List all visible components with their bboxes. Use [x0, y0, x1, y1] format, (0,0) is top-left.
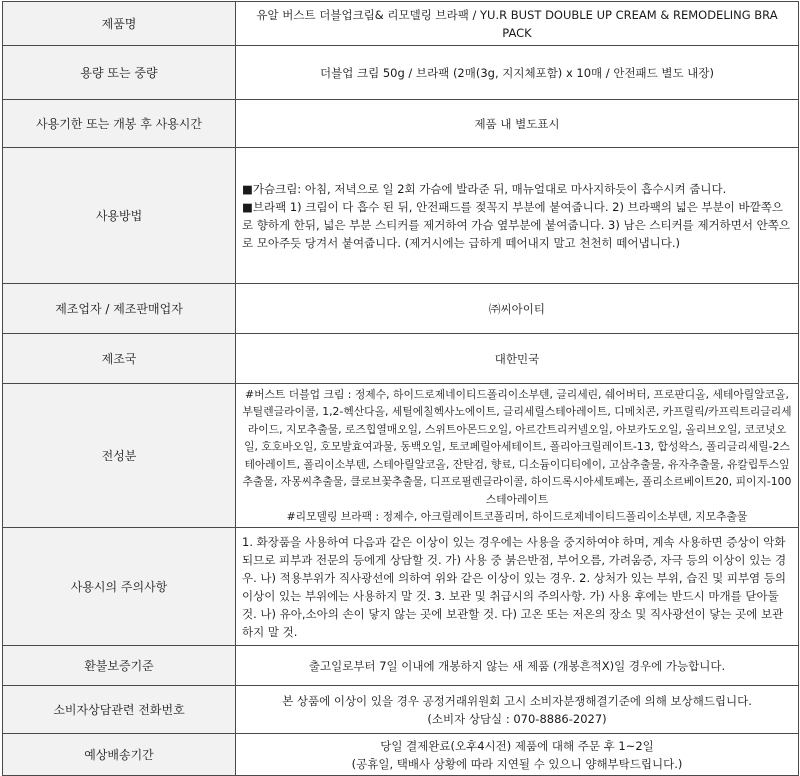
value-delivery — [236, 734, 799, 776]
label-product-name: 제품명 — [3, 2, 236, 46]
row-refund — [3, 646, 799, 686]
row-delivery — [3, 734, 799, 776]
label-expiry: 사용기한 또는 개봉 후 사용시간 — [3, 100, 236, 148]
refund-text: 출고일로부터 7일 이내에 개봉하지 않는 새 제품 (개봉흔적X)일 경우에 가능합니다. — [308, 658, 726, 673]
row-capacity — [3, 46, 799, 100]
value-manufacturer — [236, 284, 799, 334]
label-ingredients: 전성분 — [3, 384, 236, 528]
product-name-text: 유알 버스트 더블업크림& 리모델링 브라팩 / YU.R BUST DOUBLE UP CREAM & REMODELING BRA PACK — [256, 7, 778, 40]
usage-brapack-text: ■브라팩 1) 크림이 다 흡수 된 뒤, 안전패드를 젖꼭지 부분에 붙여줍니다. 2) 브라팩의 넓은 부분이 바깥쪽으로 향하게 한뒤, 넓은 부분 스티커를 제거하여 가슴 옆부분에 붙여줍니다. 3) 남은 스티커를 제거하면서 안쪽으로 모아주듯 당겨서 붙여줍니다. (제거시에는 급하게 떼어내지 말고 천천히 떼어냅니다.) — [242, 199, 790, 250]
row-caution — [3, 528, 799, 646]
value-product-name — [236, 2, 799, 46]
value-country — [236, 334, 799, 384]
expiry-text: 제품 내 별도표시 — [474, 116, 560, 131]
label-delivery: 예상배송기간 — [3, 734, 236, 776]
label-usage: 사용방법 — [3, 148, 236, 284]
value-ingredients — [236, 384, 799, 528]
value-expiry — [236, 100, 799, 148]
product-info-table — [2, 1, 799, 776]
value-capacity — [236, 46, 799, 100]
value-usage — [236, 148, 799, 284]
consumer-phone-text: (소비자 상담실 : 070-8886-2027) — [427, 711, 607, 726]
value-consumer-phone — [236, 686, 799, 734]
country-text: 대한민국 — [494, 351, 540, 366]
consumer-notice-text: 본 상품에 이상이 있을 경우 공정거래위원회 고시 소비자분쟁해결기준에 의해 보상해드립니다. — [282, 693, 752, 708]
value-refund — [236, 646, 799, 686]
label-manufacturer: 제조업자 / 제조판매업자 — [3, 284, 236, 334]
delivery-note-text: (공휴일, 택배사 상황에 따라 지연될 수 있으니 양해부탁드립니다.) — [351, 756, 683, 771]
row-expiry — [3, 100, 799, 148]
row-consumer-phone — [3, 686, 799, 734]
row-manufacturer — [3, 284, 799, 334]
ingredients-brapack-text: #리모델링 브라팩 : 정제수, 아크릴레이트코폴리머, 하이드로제네이티드폴리이소부텐, 지모추출물 — [286, 510, 748, 523]
row-product-name — [3, 2, 799, 46]
label-refund: 환불보증기준 — [3, 646, 236, 686]
value-caution — [236, 528, 799, 646]
caution-text: 1. 화장품을 사용하여 다음과 같은 이상이 있는 경우에는 사용을 중지하여야 하며, 계속 사용하면 증상이 악화되므로 피부과 전문의 등에게 상담할 것. 가) 사용 중 붉은반점, 부어오름, 가려움증, 자극 등의 이상이 있는 경우. 나) 적용부위가 직사광선에 의하여 위와 같은 이상이 있는 경우. 2. 상처가 있는 부위, 습진 및 피부염 등의 이상이 있는 부위에는 사용하지 말 것. 3. 보관 및 취급시의 주의사항. 가) 사용 후에는 반드시 마개를 닫아둘 것. 나) 유아,소아의 손이 닿지 않는 곳에 보관할 것. 다) 고온 또는 저온의 장소 및 직사광선이 닿는 곳에 보관하지 말 것. — [242, 534, 787, 639]
ingredients-cream-text: #버스트 더블업 크림 : 정제수, 하이드로제네이티드폴리이소부텐, 글리세린, 쉐어버터, 프로판디올, 세테아릴알코올, 부틸렌글라이콜, 1,2-헥산다올, 세틸에칠헥사노에이트, 글리세릴스테아레이트, 디메치콘, 카프릴릭/카프릭트리글리세라이드, 지모추출물, 로즈힙열매오일, 스위트아몬드오일, 아르간트리커넬오일, 아보카도오일, 올리브오일, 코코넛오일, 호호바오일, 호모발효여과물, 동백오일, 토코페릴아세테이트, 폴리아크릴레이트-13, 합성왁스, 폴리글리세릴-2스테아레이트, 폴리이소부텐, 스테아릴알코올, 잔탄검, 향료, 디소듐이디티에이, 고삼추출물, 유자추출물, 유칼립투스잎추출물, 자몽씨추출물, 클로브꽃추출물, 디프로필렌글라이콜, 하이드록시아세토페논, 폴리소르베이트20, 피이지-100스테아레이트 — [242, 387, 792, 506]
label-country: 제조국 — [3, 334, 236, 384]
label-caution: 사용시의 주의사항 — [3, 528, 236, 646]
capacity-text: 더블업 크림 50g / 브라팩 (2매(3g, 지지체포함) x 10매 / 안전패드 별도 내장) — [319, 65, 715, 80]
label-consumer-phone: 소비자상담관련 전화번호 — [3, 686, 236, 734]
delivery-text: 당일 결제완료(오후4시전) 제품에 대해 주문 후 1~2일 — [380, 738, 654, 753]
manufacturer-text: ㈜씨아이티 — [489, 301, 545, 316]
usage-cream-text: ■가슴크림: 아침, 저녁으로 일 2회 가슴에 발라준 뒤, 매뉴얼대로 마사지하듯이 흡수시켜 줍니다. — [242, 181, 727, 196]
row-country — [3, 334, 799, 384]
label-capacity: 용량 또는 중량 — [3, 46, 236, 100]
row-usage — [3, 148, 799, 284]
row-ingredients — [3, 384, 799, 528]
